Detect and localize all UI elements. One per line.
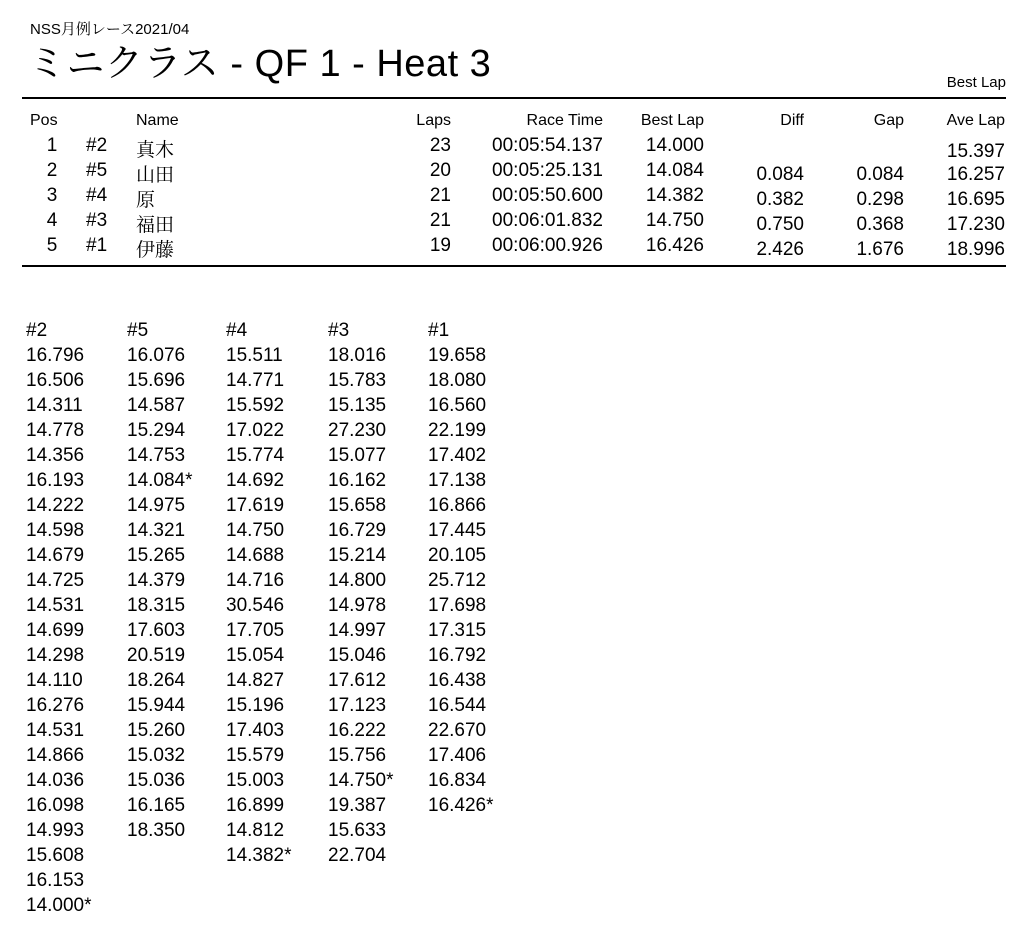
lap-time: 15.054: [226, 645, 285, 666]
lap-time: 16.834: [428, 770, 487, 791]
lap-time: 14.997: [328, 620, 387, 641]
lap-column-car-header: #3: [328, 320, 350, 341]
lap-time: 15.077: [328, 445, 387, 466]
lap-time: 14.222: [26, 495, 85, 516]
lap-time: 14.321: [127, 520, 186, 541]
lap-time: 16.866: [428, 495, 487, 516]
lap-time: 17.619: [226, 495, 285, 516]
lap-time: 14.084*: [127, 470, 193, 491]
result-row: [0, 210, 1024, 235]
result-race-time: 00:06:01.832: [492, 210, 603, 231]
lap-time: 17.138: [428, 470, 487, 491]
lap-time: 15.511: [226, 345, 283, 366]
col-gap-header: Gap: [873, 112, 904, 129]
result-laps: 21: [429, 210, 451, 231]
col-race-time-header: Race Time: [526, 112, 603, 129]
lap-time: 14.827: [226, 670, 285, 691]
col-best-lap-header: Best Lap: [640, 112, 704, 129]
result-diff: 0.750: [756, 214, 804, 235]
lap-time: 15.783: [328, 370, 387, 391]
lap-time: 30.546: [226, 595, 285, 616]
lap-time: 17.403: [226, 720, 285, 741]
lap-time: 27.230: [328, 420, 387, 441]
lap-time: 18.264: [127, 670, 186, 691]
result-driver-name: 福田: [136, 215, 175, 236]
lap-time: 14.688: [226, 545, 285, 566]
lap-column: [127, 318, 227, 843]
result-race-time: 00:06:00.926: [492, 235, 603, 256]
col-name-header: Name: [136, 112, 179, 129]
result-best-lap: 14.382: [645, 185, 704, 206]
lap-time: 17.402: [428, 445, 487, 466]
lap-time: 15.135: [328, 395, 387, 416]
result-car-number: #1: [86, 235, 108, 256]
lap-time: 15.579: [226, 745, 285, 766]
lap-time: 16.193: [26, 470, 85, 491]
lap-column: [26, 318, 126, 918]
result-race-time: 00:05:50.600: [492, 185, 603, 206]
result-best-lap: 14.000: [645, 135, 704, 156]
lap-time: 19.387: [328, 795, 387, 816]
lap-time: 18.315: [127, 595, 186, 616]
lap-time: 16.438: [428, 670, 487, 691]
lap-time: 15.260: [127, 720, 186, 741]
lap-time: 17.445: [428, 520, 487, 541]
result-pos: 1: [46, 135, 58, 156]
result-car-number: #2: [86, 135, 108, 156]
lap-time: 15.608: [26, 845, 85, 866]
lap-column-car-header: #5: [127, 320, 149, 341]
result-car-number: #5: [86, 160, 108, 181]
top-rule: [22, 97, 1006, 99]
lap-column-car-header: #2: [26, 320, 48, 341]
lap-time: 17.612: [328, 670, 387, 691]
lap-time: 14.587: [127, 395, 186, 416]
result-ave-lap: 16.695: [946, 189, 1005, 210]
result-best-lap: 16.426: [645, 235, 704, 256]
result-row: [0, 135, 1024, 160]
col-ave-lap-header: Ave Lap: [946, 112, 1005, 129]
report-subtitle: NSS月例レース2021/04: [30, 21, 190, 38]
bottom-rule: [22, 265, 1006, 267]
result-gap: 0.368: [856, 214, 904, 235]
lap-time: 14.866: [26, 745, 85, 766]
result-laps: 20: [429, 160, 451, 181]
result-driver-name: 伊藤: [136, 240, 175, 261]
lap-time: 15.633: [328, 820, 387, 841]
result-race-time: 00:05:25.131: [492, 160, 603, 181]
lap-time: 16.098: [26, 795, 85, 816]
lap-time: 14.356: [26, 445, 85, 466]
lap-time: 15.214: [328, 545, 387, 566]
lap-time: 16.544: [428, 695, 487, 716]
lap-time: 14.750: [226, 520, 285, 541]
result-diff: 2.426: [756, 239, 804, 260]
result-race-time: 00:05:54.137: [492, 135, 603, 156]
lap-time: 14.750*: [328, 770, 394, 791]
result-driver-name: 真木: [136, 140, 175, 161]
lap-time: 14.000*: [26, 895, 92, 916]
lap-column: [428, 318, 528, 818]
best-lap-label: Best Lap: [946, 74, 1006, 91]
lap-time: 15.003: [226, 770, 285, 791]
lap-time: 20.519: [127, 645, 186, 666]
lap-time: 14.699: [26, 620, 85, 641]
lap-time: 15.036: [127, 770, 186, 791]
lap-time: 14.812: [226, 820, 285, 841]
result-laps: 23: [429, 135, 451, 156]
lap-time: 15.696: [127, 370, 186, 391]
lap-time: 16.162: [328, 470, 387, 491]
result-car-number: #3: [86, 210, 108, 231]
lap-time: 25.712: [428, 570, 487, 591]
lap-time: 22.704: [328, 845, 387, 866]
result-row: [0, 235, 1024, 260]
lap-time: 17.603: [127, 620, 186, 641]
lap-time: 18.016: [328, 345, 387, 366]
lap-time: 16.899: [226, 795, 285, 816]
lap-time: 16.796: [26, 345, 85, 366]
result-ave-lap: 18.996: [946, 239, 1005, 260]
lap-time: 16.792: [428, 645, 487, 666]
lap-time: 14.679: [26, 545, 85, 566]
lap-time: 16.506: [26, 370, 85, 391]
result-driver-name: 原: [136, 190, 156, 211]
lap-time: 15.944: [127, 695, 186, 716]
results-header-row: [0, 112, 1024, 137]
result-best-lap: 14.084: [645, 160, 704, 181]
lap-time: 19.658: [428, 345, 487, 366]
lap-time: 17.022: [226, 420, 285, 441]
lap-time: 14.725: [26, 570, 85, 591]
lap-time: 14.382*: [226, 845, 292, 866]
lap-time: 16.222: [328, 720, 387, 741]
lap-time: 15.046: [328, 645, 387, 666]
lap-time: 14.379: [127, 570, 186, 591]
lap-time: 16.165: [127, 795, 186, 816]
lap-time: 17.406: [428, 745, 487, 766]
lap-column-car-header: #1: [428, 320, 450, 341]
lap-time: 20.105: [428, 545, 487, 566]
lap-time: 17.123: [328, 695, 387, 716]
lap-time: 22.670: [428, 720, 487, 741]
lap-time: 17.315: [428, 620, 487, 641]
result-gap: 0.298: [856, 189, 904, 210]
lap-time: 14.298: [26, 645, 85, 666]
result-pos: 2: [46, 160, 58, 181]
lap-time: 14.975: [127, 495, 186, 516]
lap-time: 17.705: [226, 620, 285, 641]
lap-time: 18.350: [127, 820, 186, 841]
lap-time: 14.311: [26, 395, 83, 416]
col-diff-header: Diff: [780, 112, 804, 129]
lap-time: 16.276: [26, 695, 85, 716]
result-row: [0, 185, 1024, 210]
result-ave-lap: 16.257: [946, 164, 1005, 185]
lap-time: 15.658: [328, 495, 387, 516]
lap-time: 17.698: [428, 595, 487, 616]
result-gap: 1.676: [856, 239, 904, 260]
lap-time: 15.294: [127, 420, 186, 441]
lap-time: 16.426*: [428, 795, 494, 816]
col-pos-header: Pos: [30, 112, 58, 129]
result-driver-name: 山田: [136, 165, 175, 186]
result-ave-lap: 17.230: [946, 214, 1005, 235]
lap-column-car-header: #4: [226, 320, 248, 341]
lap-time: 16.076: [127, 345, 186, 366]
lap-time: 18.080: [428, 370, 487, 391]
lap-time: 14.778: [26, 420, 85, 441]
lap-time: 15.774: [226, 445, 285, 466]
lap-time: 22.199: [428, 420, 487, 441]
lap-time: 14.531: [26, 720, 85, 741]
lap-time: 15.032: [127, 745, 186, 766]
result-pos: 3: [46, 185, 58, 206]
lap-column: [226, 318, 326, 868]
report-title: ミニクラス - QF 1 - Heat 3: [28, 43, 492, 85]
result-diff: 0.084: [756, 164, 804, 185]
result-ave-lap: 15.397: [946, 141, 1005, 162]
lap-time: 14.993: [26, 820, 85, 841]
lap-time: 14.978: [328, 595, 387, 616]
result-diff: 0.382: [756, 189, 804, 210]
result-best-lap: 14.750: [645, 210, 704, 231]
lap-time: 14.598: [26, 520, 85, 541]
lap-time: 15.592: [226, 395, 285, 416]
lap-time: 14.110: [26, 670, 83, 691]
result-car-number: #4: [86, 185, 108, 206]
lap-time: 14.531: [26, 595, 85, 616]
lap-time: 16.560: [428, 395, 487, 416]
result-pos: 4: [46, 210, 58, 231]
result-laps: 19: [429, 235, 451, 256]
lap-column: [328, 318, 428, 868]
lap-time: 15.196: [226, 695, 285, 716]
lap-time: 14.771: [226, 370, 285, 391]
lap-time: 16.729: [328, 520, 387, 541]
result-row: [0, 160, 1024, 185]
lap-time: 14.036: [26, 770, 85, 791]
lap-time: 14.692: [226, 470, 285, 491]
result-pos: 5: [46, 235, 58, 256]
lap-time: 14.753: [127, 445, 186, 466]
lap-time: 16.153: [26, 870, 85, 891]
lap-time: 14.716: [226, 570, 285, 591]
lap-time: 15.756: [328, 745, 387, 766]
result-gap: 0.084: [856, 164, 904, 185]
lap-time: 14.800: [328, 570, 387, 591]
lap-time: 15.265: [127, 545, 186, 566]
col-laps-header: Laps: [416, 112, 451, 129]
result-laps: 21: [429, 185, 451, 206]
